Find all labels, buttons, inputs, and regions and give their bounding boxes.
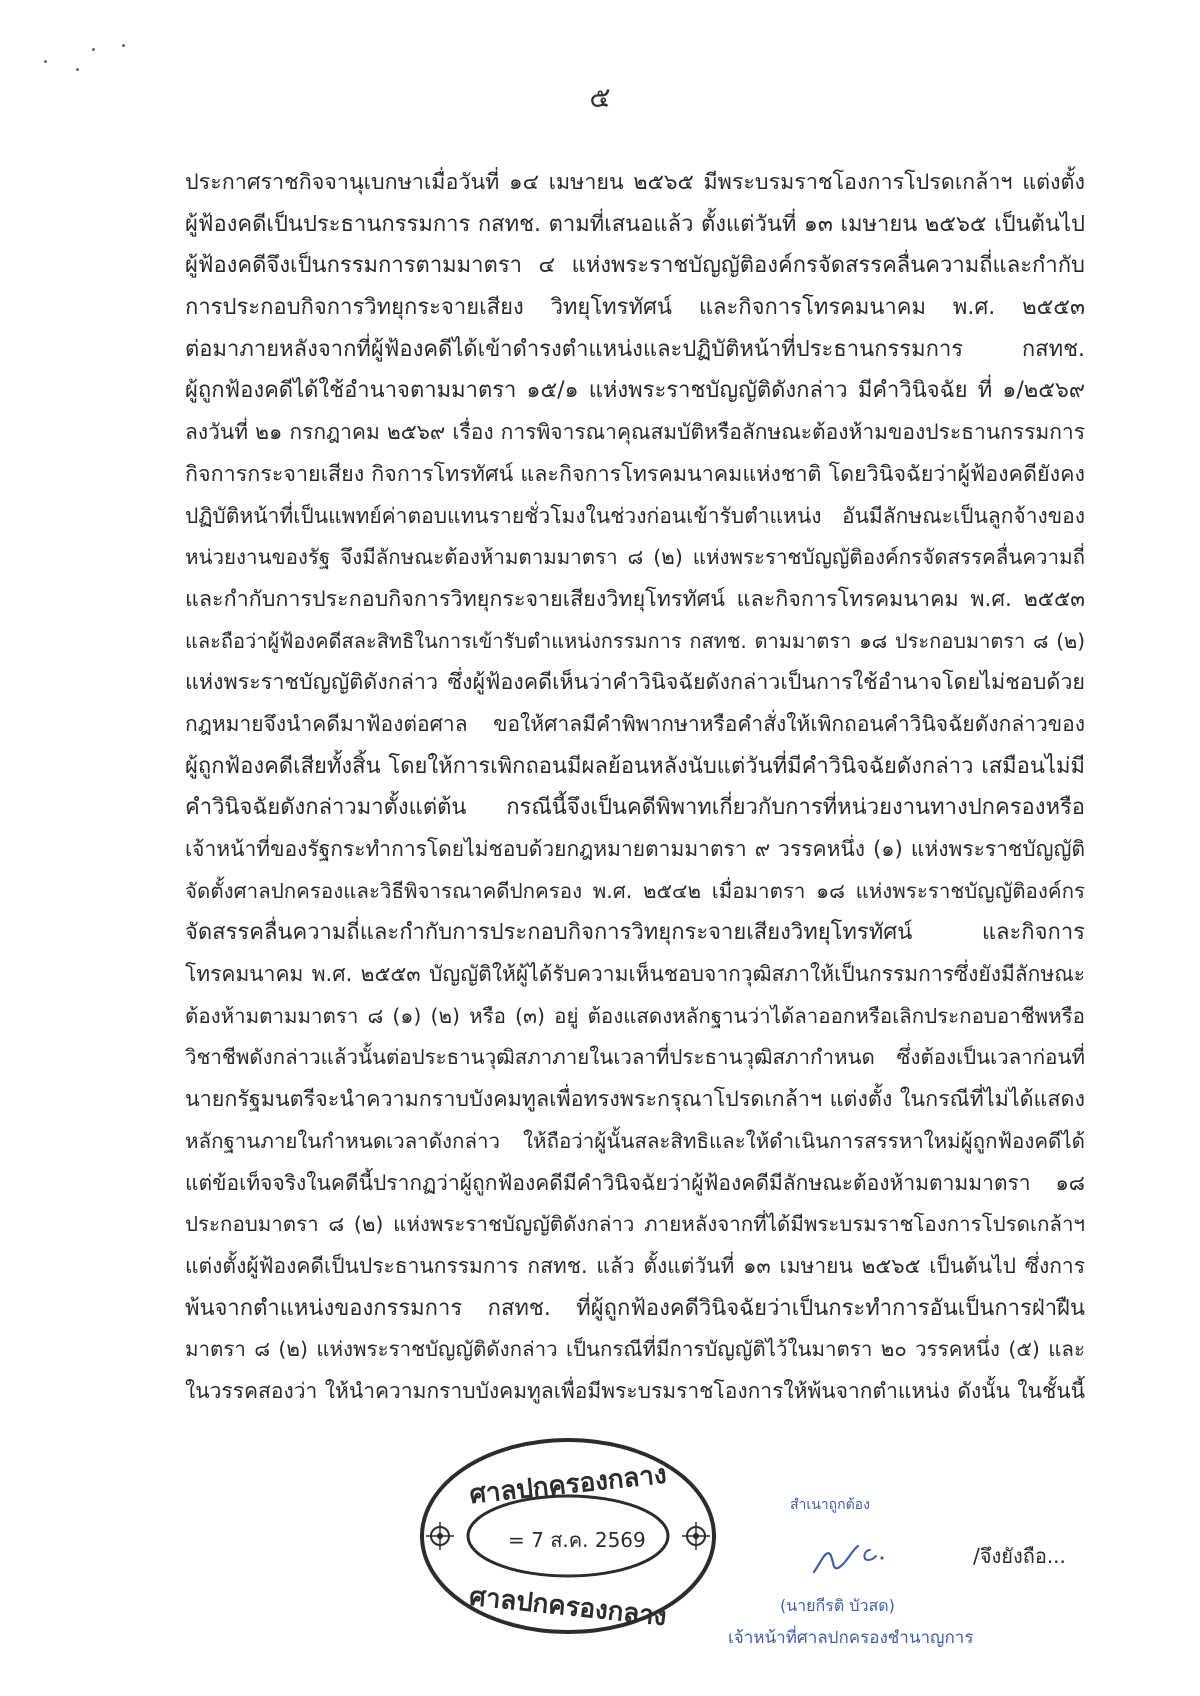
body-line: ผู้ถูกฟ้องคดีเสียทั้งสิ้น โดยให้การเพิกถอนมีผลย้อนหลังนับแต่วันที่มีคำวินิจฉัยดังกล่าว เสมือนไม่มี [185,753,1085,779]
body-line: พ้นจากตำแหน่งของกรรมการ กสทช. ที่ผู้ถูกฟ้องคดีวินิจฉัยว่าเป็นกระทำการอันเป็นการฝ่าฝืน [185,1295,1085,1321]
scan-speck [122,44,125,47]
body-line: ประกอบมาตรา ๘ (๒) แห่งพระราชบัญญัติดังกล่าว ภายหลังจากที่ได้มีพระบรมราชโองการโปรดเกล้าฯ [185,1212,1085,1237]
body-line: โทรคมนาคม พ.ศ. ๒๕๕๓ บัญญัติให้ผู้ได้รับความเห็นชอบจากวุฒิสภาให้เป็นกรรมการซึ่งยังมีลักษณะ [185,962,1085,987]
body-line: ลงวันที่ ๒๑ กรกฎาคม ๒๕๖๙ เรื่อง การพิจารณาคุณสมบัติหรือลักษณะต้องห้ามของประธานกรรมการ [185,420,1085,445]
scan-speck [92,48,95,51]
stamp-ornament-icon [682,1522,710,1550]
stamp-ornament-icon [426,1522,454,1550]
body-line: และถือว่าผู้ฟ้องคดีสละสิทธิในการเข้ารับตำแหน่งกรรมการ กสทช. ตามมาตรา ๑๘ ประกอบมาตรา ๘ (๒) [185,628,1085,653]
body-line: การประกอบกิจการวิทยุกระจายเสียง วิทยุโทรทัศน์ และกิจการโทรคมนาคม พ.ศ. ๒๕๕๓ [185,295,1085,321]
body-line: แห่งพระราชบัญญัติดังกล่าว ซึ่งผู้ฟ้องคดีเห็นว่าคำวินิจฉัยดังกล่าวเป็นการใช้อำนาจโดยไม่ชอบด้วย [185,670,1085,696]
signer-title: เจ้าหน้าที่ศาลปกครองชำนาญการ [728,1628,974,1648]
body-line: ผู้ถูกฟ้องคดีได้ใช้อำนาจตามมาตรา ๑๕/๑ แห่งพระราชบัญญัติดังกล่าว มีคำวินิจฉัย ที่ ๑/๒๕๖๙ [185,378,1085,404]
stamp-top-text: ศาลปกครองกลาง [468,1459,669,1511]
body-line: ผู้ฟ้องคดีจึงเป็นกรรมการตามมาตรา ๔ แห่งพระราชบัญญัติองค์กรจัดสรรคลื่นความถี่และกำกับ [185,253,1085,279]
certified-copy-label: สำเนาถูกต้อง [790,1497,870,1513]
stamp-date: = 7 ส.ค. 2569 [508,1528,646,1552]
body-line: ต่อมาภายหลังจากที่ผู้ฟ้องคดีได้เข้าดำรงตำแหน่งและปฏิบัติหน้าที่ประธานกรรมการ กสทช. [185,336,1085,362]
stamp-bottom-text: ศาลปกครองกลาง [467,1581,668,1633]
signature-mark [808,1520,928,1590]
body-line: วิชาชีพดังกล่าวแล้วนั้นต่อประธานวุฒิสภาภายในเวลาที่ประธานวุฒิสภากำหนด ซึ่งต้องเป็นเวลาก่อนที่ [185,1045,1085,1070]
body-line: มาตรา ๘ (๒) แห่งพระราชบัญญัติดังกล่าว เป็นกรณีที่มีการบัญญัติไว้ในมาตรา ๒๐ วรรคหนึ่ง (๕) และ [185,1337,1085,1362]
body-line: และกำกับการประกอบกิจการวิทยุกระจายเสียงวิทยุโทรทัศน์ และกิจการโทรคมนาคม พ.ศ. ๒๕๕๓ [185,586,1085,612]
signer-name: (นายกีรติ บัวสด) [780,1596,895,1615]
body-line: คำวินิจฉัยดังกล่าวมาตั้งแต่ต้น กรณีนี้จึงเป็นคดีพิพาทเกี่ยวกับการที่หน่วยงานทางปกครองหรือ [185,795,1085,821]
body-line: ผู้ฟ้องคดีเป็นประธานกรรมการ กสทช. ตามที่เสนอแล้ว ตั้งแต่วันที่ ๑๓ เมษายน ๒๕๖๕ เป็นต้นไป [185,211,1085,237]
scan-speck [76,68,79,71]
body-line: หลักฐานภายในกำหนดเวลาดังกล่าว ให้ถือว่าผู้นั้นสละสิทธิและให้ดำเนินการสรรหาใหม่ผู้ถูกฟ้องคดีได้ [185,1128,1085,1153]
body-line: ปฏิบัติหน้าที่เป็นแพทย์ค่าตอบแทนรายชั่วโมงในช่วงก่อนเข้ารับตำแหน่ง อันมีลักษณะเป็นลูกจ้างของ [185,503,1085,528]
body-line: แต่งตั้งผู้ฟ้องคดีเป็นประธานกรรมการ กสทช. แล้ว ตั้งแต่วันที่ ๑๓ เมษายน ๒๕๖๕ เป็นต้นไป ซึ่งการ [185,1253,1085,1278]
body-line: จัดตั้งศาลปกครองและวิธีพิจารณาคดีปกครอง พ.ศ. ๒๕๔๒ เมื่อมาตรา ๑๘ แห่งพระราชบัญญัติองค์กร [185,878,1085,903]
court-stamp [418,1436,718,1636]
body-line: กิจการกระจายเสียง กิจการโทรทัศน์ และกิจการโทรคมนาคมแห่งชาติ โดยวินิจฉัยว่าผู้ฟ้องคดียังคง [185,461,1085,487]
page-number: ๕ [589,81,611,114]
body-line: กฎหมายจึงนำคดีมาฟ้องต่อศาล ขอให้ศาลมีคำพิพากษาหรือคำสั่งให้เพิกถอนคำวินิจฉัยดังกล่าวของ [185,711,1085,736]
body-line: แต่ข้อเท็จจริงในคดีนี้ปรากฏว่าผู้ถูกฟ้องคดีมีคำวินิจฉัยว่าผู้ฟ้องคดีมีลักษณะต้องห้ามตามมาตรา ๑๘ [185,1170,1085,1195]
body-line: หน่วยงานของรัฐ จึงมีลักษณะต้องห้ามตามมาตรา ๘ (๒) แห่งพระราชบัญญัติองค์กรจัดสรรคลื่นความถี่ [185,545,1085,570]
body-line: ในวรรคสองว่า ให้นำความกราบบังคมทูลเพื่อมีพระบรมราชโองการให้พ้นจากตำแหน่ง ดังนั้น ในชั้นนี้ [185,1378,1085,1403]
body-text [185,162,1085,1413]
body-line: เจ้าหน้าที่ของรัฐกระทำการโดยไม่ชอบด้วยกฎหมายตามมาตรา ๙ วรรคหนึ่ง (๑) แห่งพระราชบัญญัติ [185,837,1085,861]
body-line: นายกรัฐมนตรีจะนำความกราบบังคมทูลเพื่อทรงพระกรุณาโปรดเกล้าฯ แต่งตั้ง ในกรณีที่ไม่ได้แสดง [185,1087,1085,1113]
body-line: จัดสรรคลื่นความถี่และกำกับการประกอบกิจการวิทยุกระจายเสียงวิทยุโทรทัศน์ และกิจการ [185,920,1085,946]
continuation-marker: /จึงยังถือ... [973,1544,1066,1568]
body-line: ต้องห้ามตามมาตรา ๘ (๑) (๒) หรือ (๓) อยู่ ต้องแสดงหลักฐานว่าได้ลาออกหรือเลิกประกอบอาชีพหรือ [185,1003,1085,1028]
body-line: ประกาศราชกิจจานุเบกษาเมื่อวันที่ ๑๔ เมษายน ๒๕๖๕ มีพระบรมราชโองการโปรดเกล้าฯ แต่งตั้ง [185,170,1085,195]
scan-speck [44,60,47,63]
